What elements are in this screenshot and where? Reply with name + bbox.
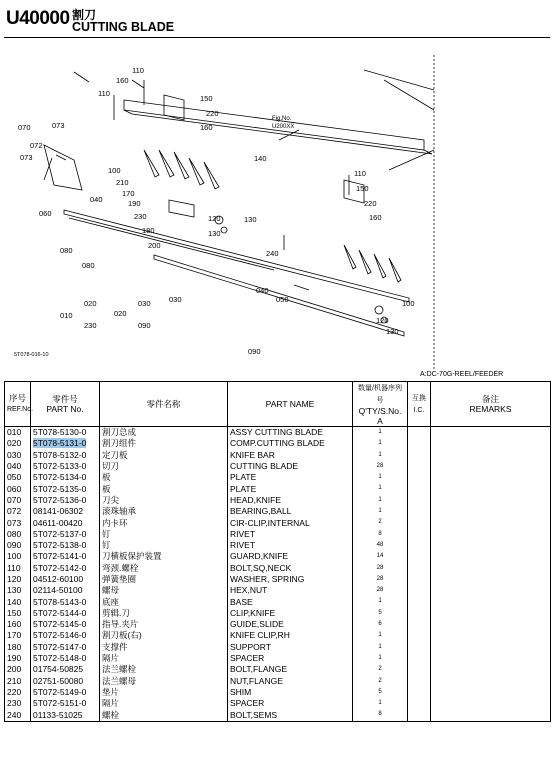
ic-cell <box>408 506 431 517</box>
table-row[interactable] <box>5 529 551 540</box>
ref-cell: 073 <box>5 517 31 528</box>
svg-text:160: 160 <box>369 213 382 222</box>
quantity-cell: 14 <box>353 551 408 562</box>
svg-text:180: 180 <box>142 226 155 235</box>
part-name-cell: CIR-CLIP,INTERNAL <box>228 517 353 528</box>
ic-cell <box>408 495 431 506</box>
table-row[interactable] <box>5 461 551 472</box>
table-row[interactable] <box>5 506 551 517</box>
ref-cell: 170 <box>5 630 31 641</box>
part-number-cell: 04512-60100 <box>31 574 100 585</box>
svg-text:030: 030 <box>169 295 182 304</box>
part-name-cell: PLATE <box>228 472 353 483</box>
remarks-cell <box>431 574 551 585</box>
svg-text:110: 110 <box>98 89 110 98</box>
ic-cell <box>408 483 431 494</box>
svg-text:160: 160 <box>200 123 213 132</box>
ic-cell <box>408 551 431 562</box>
table-row[interactable] <box>5 438 551 449</box>
table-row[interactable] <box>5 585 551 596</box>
remarks-cell <box>431 438 551 449</box>
ic-cell <box>408 540 431 551</box>
part-number-cell: 5T078-5143-0 <box>31 596 100 607</box>
svg-text:170: 170 <box>122 189 135 198</box>
ref-cell: 240 <box>5 709 31 721</box>
remarks-cell <box>431 472 551 483</box>
part-number-cell: 5T072-5138-0 <box>31 540 100 551</box>
part-name-cn-cell: 剪辑.刀 <box>100 608 228 619</box>
part-number-cell: 5T072-5142-0 <box>31 563 100 574</box>
ic-cell <box>408 585 431 596</box>
svg-text:220: 220 <box>206 109 219 118</box>
part-name-cn-cell: 割刀板(右) <box>100 630 228 641</box>
svg-text:160: 160 <box>116 76 129 85</box>
quantity-cell: 2 <box>353 676 408 687</box>
ic-cell <box>408 574 431 585</box>
quantity-cell: 1 <box>353 653 408 664</box>
part-name-cell: WASHER, SPRING <box>228 574 353 585</box>
table-row[interactable] <box>5 551 551 562</box>
part-number-cell: 04611-00420 <box>31 517 100 528</box>
svg-text:040: 040 <box>90 195 103 204</box>
quantity-cell: 1 <box>353 642 408 653</box>
ref-cell: 110 <box>5 563 31 574</box>
table-header: 序号 REF.No. 零件号 PART No. 零件名称 PART NAME 数量/机器序列号 Q'TY/S.No. A 互换 I.C. 备注 REMARKS <box>5 382 551 427</box>
part-name-cn-cell: 割刀总成 <box>100 427 228 439</box>
part-name-cell: KNIFE CLIP,RH <box>228 630 353 641</box>
svg-text:090: 090 <box>138 321 151 330</box>
svg-text:100: 100 <box>402 299 415 308</box>
quantity-cell: 1 <box>353 472 408 483</box>
table-row[interactable] <box>5 517 551 528</box>
svg-text:130: 130 <box>208 229 221 238</box>
ref-cell: 080 <box>5 529 31 540</box>
quantity-cell: 1 <box>353 630 408 641</box>
table-row[interactable] <box>5 483 551 494</box>
part-name-cn-cell: 法兰螺母 <box>100 676 228 687</box>
table-row[interactable] <box>5 472 551 483</box>
part-number-cell: 5T078-5131-0 <box>31 438 100 449</box>
svg-text:150: 150 <box>356 184 369 193</box>
part-name-cell: HEAD,KNIFE <box>228 495 353 506</box>
table-row[interactable] <box>5 619 551 630</box>
ref-cell: 020 <box>5 438 31 449</box>
remarks-cell <box>431 676 551 687</box>
svg-text:230: 230 <box>134 212 147 221</box>
part-name-cn-cell: 割刀组件 <box>100 438 228 449</box>
ic-cell <box>408 664 431 675</box>
ic-cell <box>408 630 431 641</box>
svg-text:230: 230 <box>84 321 97 330</box>
ic-cell <box>408 450 431 461</box>
part-number-cell: 5T072-5144-0 <box>31 608 100 619</box>
remarks-cell <box>431 619 551 630</box>
ref-cell: 040 <box>5 461 31 472</box>
ref-cell: 070 <box>5 495 31 506</box>
part-number-cell: 02114-50100 <box>31 585 100 596</box>
quantity-cell: 28 <box>353 585 408 596</box>
part-name-cell: SPACER <box>228 698 353 709</box>
ref-cell: 100 <box>5 551 31 562</box>
table-row[interactable] <box>5 630 551 641</box>
part-name-cell: NUT,FLANGE <box>228 676 353 687</box>
figure-reference: 5T078-016-10 <box>14 352 49 358</box>
table-row[interactable] <box>5 653 551 664</box>
part-name-cn-cell: 垫片 <box>100 687 228 698</box>
exploded-parts-diagram <box>4 40 550 374</box>
header-divider <box>4 37 550 38</box>
part-name-cn-cell: 刀横板保护装置 <box>100 551 228 562</box>
quantity-cell: 1 <box>353 506 408 517</box>
table-row[interactable] <box>5 698 551 709</box>
ref-cell: 130 <box>5 585 31 596</box>
part-name-cell: BASE <box>228 596 353 607</box>
part-number-cell: 5T078-5132-0 <box>31 450 100 461</box>
part-name-cell: SPACER <box>228 653 353 664</box>
quantity-cell: 48 <box>353 540 408 551</box>
svg-text:072: 072 <box>30 141 43 150</box>
svg-text:240: 240 <box>266 249 279 258</box>
svg-text:020: 020 <box>84 299 97 308</box>
quantity-cell: 5 <box>353 687 408 698</box>
part-name-cell: SUPPORT <box>228 642 353 653</box>
part-name-cn-cell: 支撑件 <box>100 642 228 653</box>
ref-cell: 230 <box>5 698 31 709</box>
remarks-cell <box>431 630 551 641</box>
quantity-cell: 28 <box>353 574 408 585</box>
svg-text:070: 070 <box>18 123 31 132</box>
part-name-cell: HEX,NUT <box>228 585 353 596</box>
quantity-cell: 1 <box>353 596 408 607</box>
ic-cell <box>408 676 431 687</box>
ref-cell: 190 <box>5 653 31 664</box>
remarks-cell <box>431 664 551 675</box>
remarks-cell <box>431 517 551 528</box>
table-row[interactable] <box>5 495 551 506</box>
ref-cell: 220 <box>5 687 31 698</box>
part-name-cell: GUIDE,SLIDE <box>228 619 353 630</box>
remarks-cell <box>431 450 551 461</box>
part-name-cell: BOLT,FLANGE <box>228 664 353 675</box>
section-code: U40000 <box>6 8 70 29</box>
quantity-cell: 1 <box>353 483 408 494</box>
part-name-cell: BOLT,SEMS <box>228 709 353 721</box>
part-number-cell: 02751-50080 <box>31 676 100 687</box>
part-name-cn-cell: 螺母 <box>100 585 228 596</box>
svg-text:020: 020 <box>114 309 127 318</box>
remarks-cell <box>431 687 551 698</box>
table-row[interactable] <box>5 608 551 619</box>
svg-text:120: 120 <box>376 316 389 325</box>
ic-cell <box>408 438 431 449</box>
ref-cell: 090 <box>5 540 31 551</box>
part-name-cell: RIVET <box>228 529 353 540</box>
svg-text:030: 030 <box>138 299 151 308</box>
part-number-cell: 5T072-5137-0 <box>31 529 100 540</box>
quantity-cell: 8 <box>353 529 408 540</box>
ic-cell <box>408 709 431 721</box>
part-number-cell: 5T072-5147-0 <box>31 642 100 653</box>
ic-cell <box>408 698 431 709</box>
part-name-cn-cell: 隔片 <box>100 698 228 709</box>
table-row[interactable] <box>5 540 551 551</box>
svg-text:U200XX: U200XX <box>272 124 295 130</box>
section-title-en: CUTTING BLADE <box>72 20 175 34</box>
table-row[interactable] <box>5 642 551 653</box>
table-row[interactable] <box>5 687 551 698</box>
svg-text:200: 200 <box>148 241 161 250</box>
ic-cell <box>408 427 431 439</box>
ref-cell: 072 <box>5 506 31 517</box>
svg-text:010: 010 <box>60 311 73 320</box>
part-name-cn-cell: 定刀板 <box>100 450 228 461</box>
svg-text:080: 080 <box>82 261 95 270</box>
part-number-cell: 5T072-5145-0 <box>31 619 100 630</box>
ref-cell: 060 <box>5 483 31 494</box>
ic-cell <box>408 563 431 574</box>
quantity-cell: 6 <box>353 619 408 630</box>
fig-number: Fig.No. <box>272 116 292 122</box>
quantity-cell: 2 <box>353 664 408 675</box>
remarks-cell <box>431 709 551 721</box>
table-row[interactable] <box>5 574 551 585</box>
part-name-cell: RIVET <box>228 540 353 551</box>
table-row[interactable] <box>5 709 551 721</box>
svg-text:050: 050 <box>276 295 289 304</box>
remarks-cell <box>431 495 551 506</box>
svg-text:110: 110 <box>354 169 366 178</box>
remarks-cell <box>431 596 551 607</box>
part-number-cell: 01754-50825 <box>31 664 100 675</box>
part-name-cn-cell: 指导.夹片 <box>100 619 228 630</box>
part-name-cn-cell: 螺栓 <box>100 709 228 721</box>
part-name-cell: PLATE <box>228 483 353 494</box>
ic-cell <box>408 619 431 630</box>
part-name-cell: CUTTING BLADE <box>228 461 353 472</box>
svg-text:130: 130 <box>244 215 257 224</box>
svg-text:150: 150 <box>200 94 213 103</box>
ic-cell <box>408 596 431 607</box>
ic-cell <box>408 608 431 619</box>
ref-cell: 160 <box>5 619 31 630</box>
remarks-cell <box>431 506 551 517</box>
part-name-cn-cell: 滚珠轴承 <box>100 506 228 517</box>
table-row[interactable] <box>5 664 551 675</box>
quantity-cell: 28 <box>353 563 408 574</box>
part-name-cell: COMP.CUTTING BLADE <box>228 438 353 449</box>
ref-cell: 150 <box>5 608 31 619</box>
svg-text:210: 210 <box>116 178 129 187</box>
quantity-cell: 28 <box>353 461 408 472</box>
table-row[interactable] <box>5 563 551 574</box>
ref-cell: 140 <box>5 596 31 607</box>
svg-text:120: 120 <box>208 214 221 223</box>
quantity-cell: 1 <box>353 495 408 506</box>
ic-cell <box>408 642 431 653</box>
part-number-cell: 5T072-5148-0 <box>31 653 100 664</box>
part-name-cell: KNIFE BAR <box>228 450 353 461</box>
ic-cell <box>408 653 431 664</box>
quantity-cell: 1 <box>353 450 408 461</box>
part-name-cn-cell: 弹簧垫圈 <box>100 574 228 585</box>
quantity-cell: 8 <box>353 709 408 721</box>
remarks-cell <box>431 608 551 619</box>
ic-cell <box>408 472 431 483</box>
remarks-cell <box>431 483 551 494</box>
part-name-cn-cell: 切刀 <box>100 461 228 472</box>
part-name-cell: CLIP,KNIFE <box>228 608 353 619</box>
part-name-cn-cell: 内卡环 <box>100 517 228 528</box>
ref-cell: 010 <box>5 427 31 439</box>
table-row[interactable] <box>5 427 551 439</box>
ic-cell <box>408 687 431 698</box>
svg-text:060: 060 <box>39 209 52 218</box>
remarks-cell <box>431 642 551 653</box>
part-name-cn-cell: 板 <box>100 472 228 483</box>
part-number-cell: 5T072-5135-0 <box>31 483 100 494</box>
svg-text:110: 110 <box>132 66 144 75</box>
svg-text:130: 130 <box>386 327 399 336</box>
ref-cell: 200 <box>5 664 31 675</box>
part-number-cell: 5T072-5149-0 <box>31 687 100 698</box>
ic-cell <box>408 529 431 540</box>
svg-text:140: 140 <box>254 154 267 163</box>
remarks-cell <box>431 427 551 439</box>
quantity-cell: 1 <box>353 438 408 449</box>
remarks-cell <box>431 529 551 540</box>
remarks-cell <box>431 461 551 472</box>
part-number-cell: 5T072-5141-0 <box>31 551 100 562</box>
part-name-cn-cell: 板 <box>100 483 228 494</box>
table-row[interactable] <box>5 676 551 687</box>
part-number-cell: 5T072-5136-0 <box>31 495 100 506</box>
svg-text:040: 040 <box>256 286 269 295</box>
parts-table <box>4 381 551 722</box>
part-number-cell: 5T072-5146-0 <box>31 630 100 641</box>
section-title-cn: 割刀 <box>72 8 97 22</box>
quantity-cell: 5 <box>353 608 408 619</box>
part-number-cell: 08141-06302 <box>31 506 100 517</box>
part-number-cell: 5T078-5130-0 <box>31 427 100 439</box>
part-name-cn-cell: 刀尖 <box>100 495 228 506</box>
ref-cell: 050 <box>5 472 31 483</box>
remarks-cell <box>431 698 551 709</box>
table-row[interactable] <box>5 596 551 607</box>
svg-text:073: 073 <box>20 153 33 162</box>
svg-text:080: 080 <box>60 246 73 255</box>
part-name-cell: BEARING,BALL <box>228 506 353 517</box>
part-name-cn-cell: 钉 <box>100 529 228 540</box>
ref-cell: 120 <box>5 574 31 585</box>
svg-text:090: 090 <box>248 347 261 356</box>
remarks-cell <box>431 540 551 551</box>
quantity-cell: 1 <box>353 698 408 709</box>
part-number-cell: 01133-51025 <box>31 709 100 721</box>
ref-cell: 180 <box>5 642 31 653</box>
part-name-cn-cell: 法兰螺栓 <box>100 664 228 675</box>
svg-text:100: 100 <box>108 166 121 175</box>
part-number-cell: 5T072-5133-0 <box>31 461 100 472</box>
ref-cell: 210 <box>5 676 31 687</box>
quantity-cell: 1 <box>353 427 408 439</box>
remarks-cell <box>431 551 551 562</box>
ic-cell <box>408 517 431 528</box>
svg-text:220: 220 <box>364 199 377 208</box>
quantity-cell: 2 <box>353 517 408 528</box>
ref-cell: 030 <box>5 450 31 461</box>
part-name-cell: SHIM <box>228 687 353 698</box>
part-name-cn-cell: 底座 <box>100 596 228 607</box>
part-name-cn-cell: 隔片 <box>100 653 228 664</box>
remarks-cell <box>431 653 551 664</box>
part-number-cell: 5T072-5134-0 <box>31 472 100 483</box>
ic-cell <box>408 461 431 472</box>
remarks-cell <box>431 585 551 596</box>
svg-text:073: 073 <box>52 121 65 130</box>
part-name-cell: ASSY CUTTING BLADE <box>228 427 353 439</box>
part-name-cn-cell: 弯颈.螺栓 <box>100 563 228 574</box>
remarks-cell <box>431 563 551 574</box>
part-name-cell: BOLT,SQ,NECK <box>228 563 353 574</box>
svg-text:190: 190 <box>128 199 141 208</box>
part-name-cell: GUARD,KNIFE <box>228 551 353 562</box>
model-note: A:DC-70G-REEL/FEEDER <box>420 371 504 378</box>
table-row[interactable] <box>5 450 551 461</box>
part-name-cn-cell: 钉 <box>100 540 228 551</box>
part-number-cell: 5T072-5151-0 <box>31 698 100 709</box>
